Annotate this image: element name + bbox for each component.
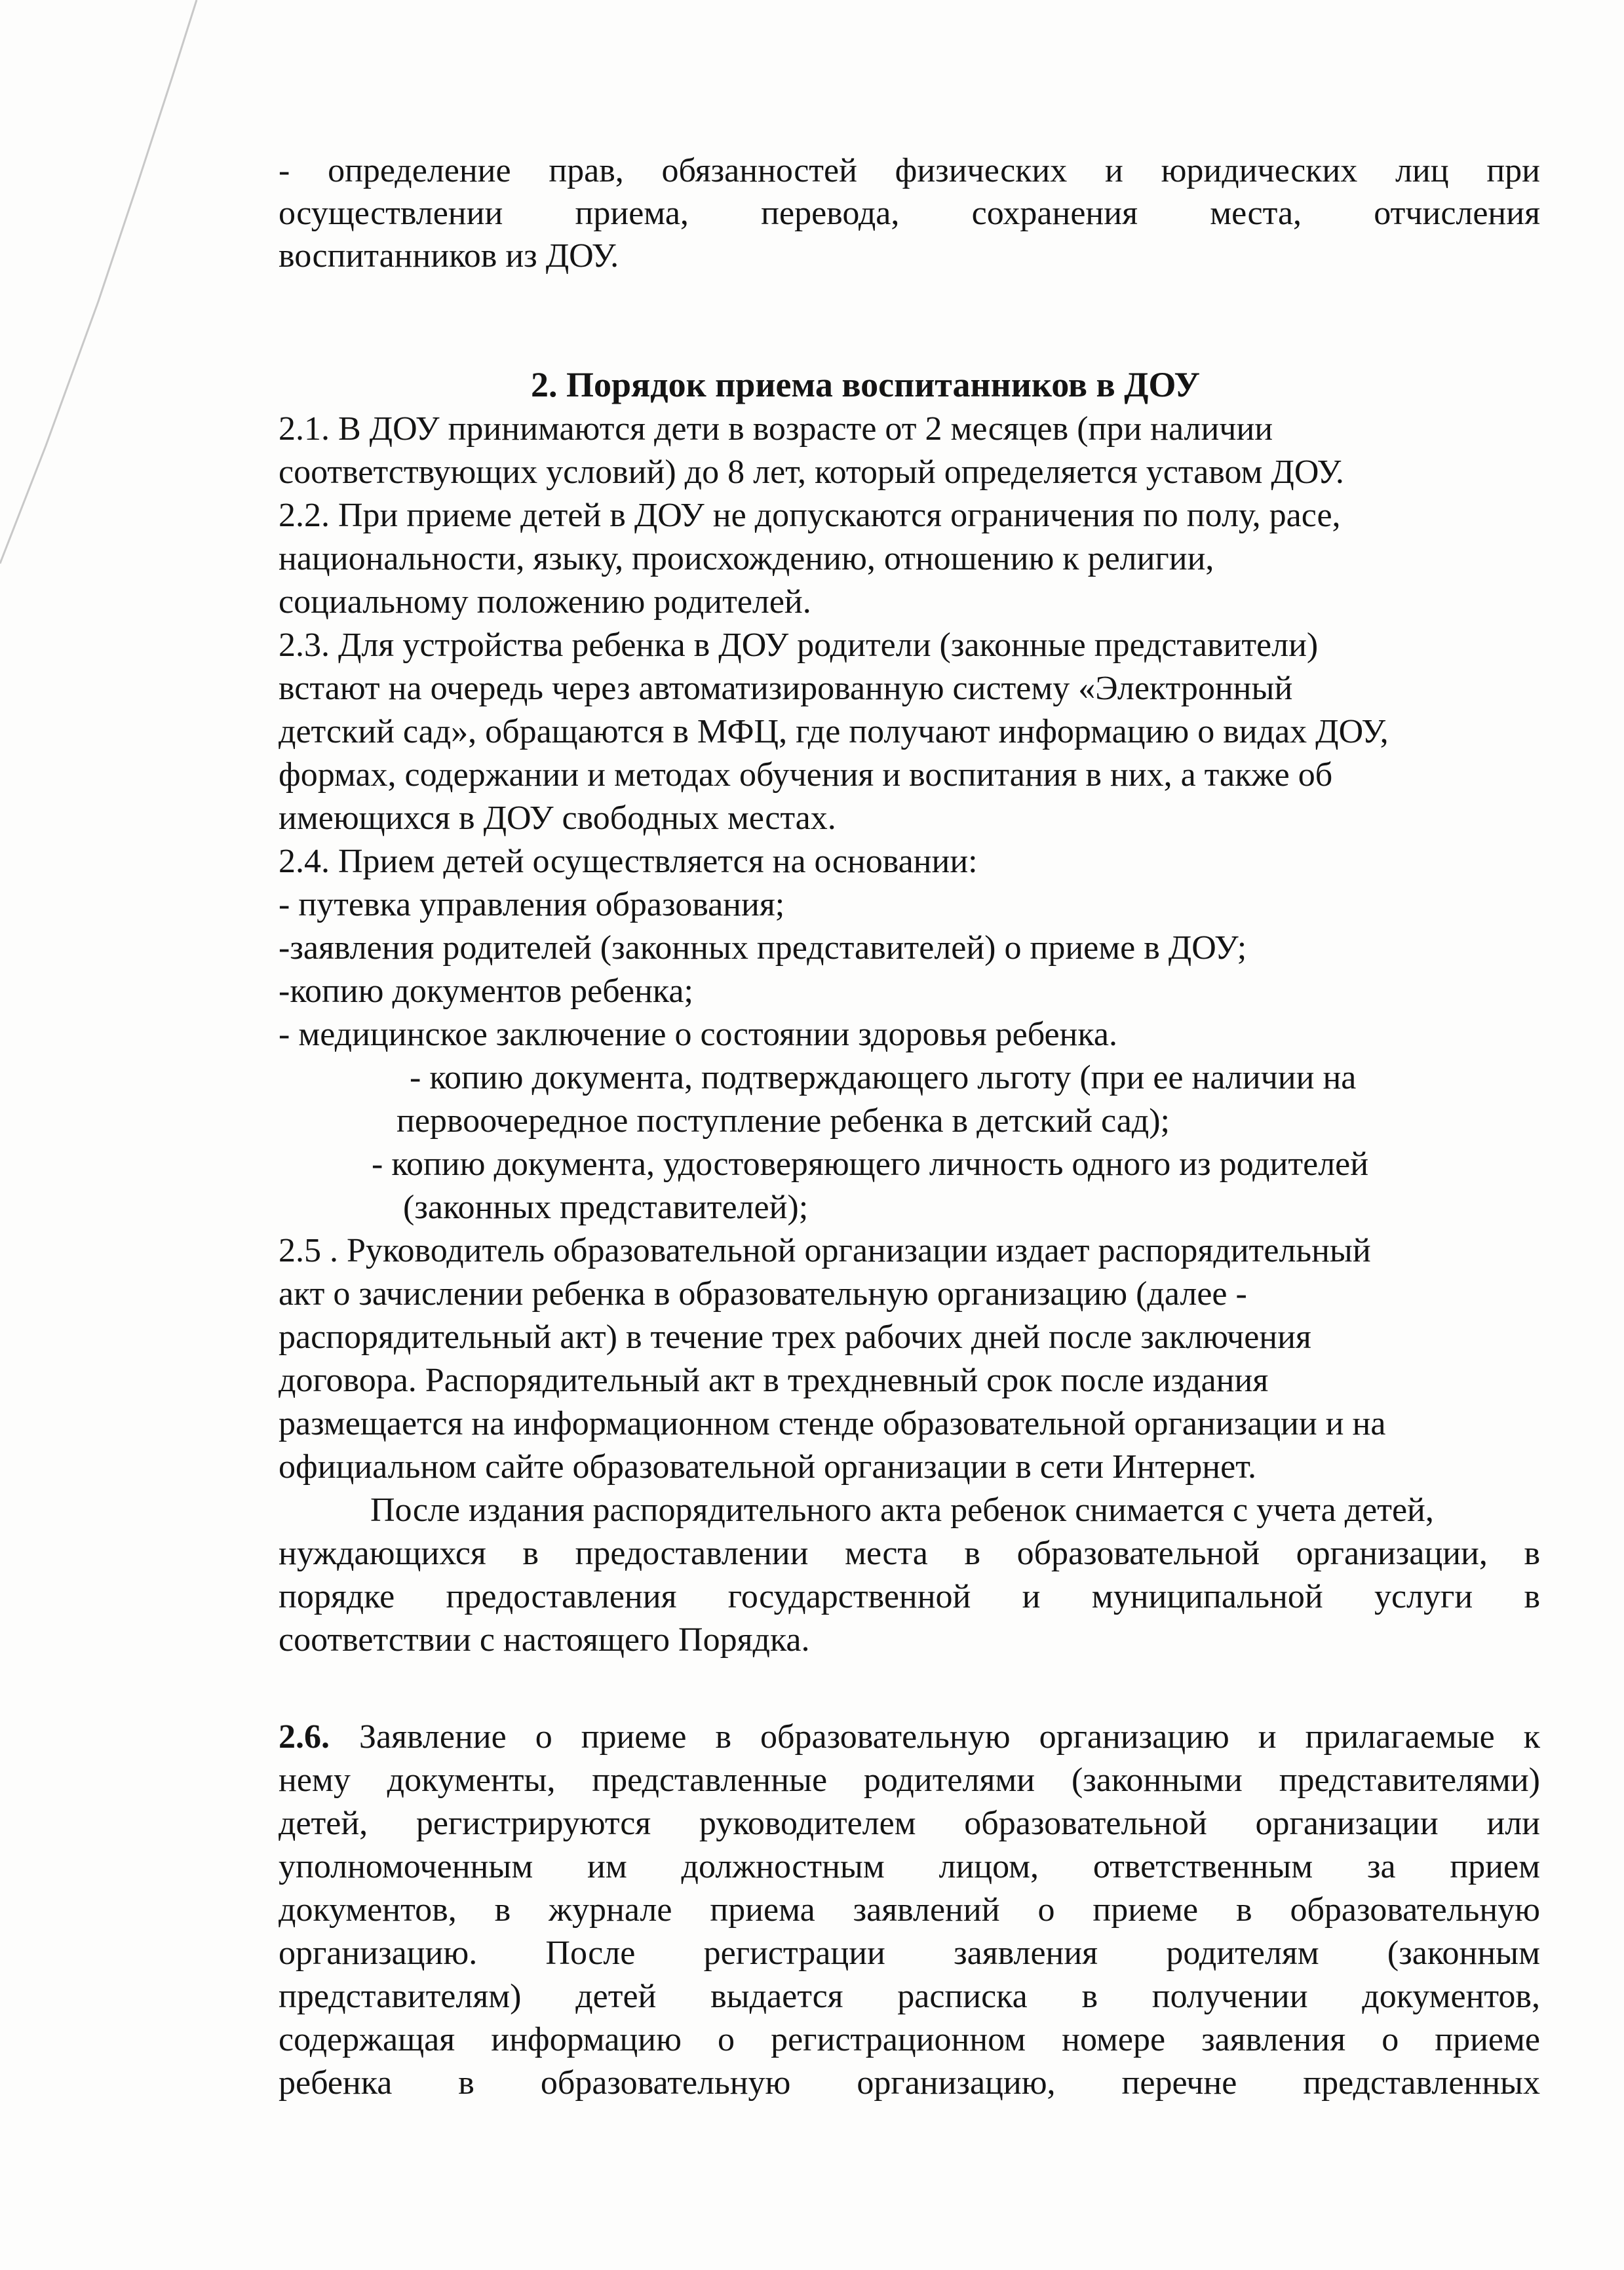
intro-line-2: осуществлении приема, перевода, сохранения места, отчисления — [279, 195, 1540, 232]
section-heading: 2. Порядок приема воспитанников в ДОУ — [531, 365, 1200, 404]
p2-4-item-3: -копию документов ребенка; — [279, 972, 693, 1010]
p2-3-line-1: 2.3. Для устройства ребенка в ДОУ родители (законные представители) — [279, 626, 1319, 664]
p2-2-line-1: 2.2. При приеме детей в ДОУ не допускаются ограничения по полу, расе, — [279, 497, 1341, 534]
p2-5-line-2: акт о зачислении ребенка в образовательную организацию (далее - — [279, 1275, 1247, 1313]
p2-3-line-2: встают на очередь через автоматизированную систему «Электронный — [279, 670, 1293, 707]
p2-2-line-3: социальному положению родителей. — [279, 583, 811, 621]
p2-5b-line-2: нуждающихся в предоставлении места в образовательной организации, в — [279, 1535, 1540, 1572]
p2-3-line-5: имеющихся в ДОУ свободных местах. — [279, 799, 836, 837]
p2-5b-line-4: соответствии с настоящего Порядка. — [279, 1621, 810, 1659]
p2-4-item-2: -заявления родителей (законных представителей) о приеме в ДОУ; — [279, 929, 1247, 967]
p2-6-line-8: содержащая информацию о регистрационном номере заявления о приеме — [279, 2021, 1540, 2058]
p2-4-item-4: - медицинское заключение о состоянии здоровья ребенка. — [279, 1016, 1117, 1053]
p2-6-line-4: уполномоченным им должностным лицом, ответственным за прием — [279, 1848, 1540, 1885]
p2-1-line-2: соответствующих условий) до 8 лет, который определяется уставом ДОУ. — [279, 453, 1344, 491]
p2-4-line-1: 2.4. Прием детей осуществляется на основании: — [279, 843, 978, 880]
p2-6-line-1: Заявление о приеме в образовательную организацию и прилагаемые к — [359, 1718, 1540, 1756]
p2-5-line-1: 2.5 . Руководитель образовательной организации издает распорядительный — [279, 1232, 1371, 1269]
intro-line-3: воспитанников из ДОУ. — [279, 237, 619, 275]
p2-3-line-3: детский сад», обращаются в МФЦ, где получают информацию о видах ДОУ, — [279, 713, 1389, 750]
intro-line-1: - определение прав, обязанностей физических и юридических лиц при — [279, 152, 1540, 189]
p2-6-line-9: ребенка в образовательную организацию, перечне представленных — [279, 2064, 1540, 2102]
p2-4-item-5-line-2: первоочередное поступление ребенка в детский сад); — [396, 1102, 1170, 1140]
p2-6-number: 2.6. — [279, 1718, 330, 1756]
p2-6-line-6: организацию. После регистрации заявления родителям (законным — [279, 1934, 1540, 1972]
p2-5-line-6: официальном сайте образовательной организации в сети Интернет. — [279, 1448, 1257, 1486]
p2-1-line-1: 2.1. В ДОУ принимаются дети в возрасте от 2 месяцев (при наличии — [279, 410, 1273, 448]
p2-6-line-7: представителям) детей выдается расписка в получении документов, — [279, 1978, 1540, 2015]
p2-3-line-4: формах, содержании и методах обучения и воспитания в них, а также об — [279, 756, 1333, 794]
p2-5-line-3: распорядительный акт) в течение трех рабочих дней после заключения — [279, 1318, 1311, 1356]
p2-4-item-1: - путевка управления образования; — [279, 886, 785, 923]
p2-4-item-6-line-1: - копию документа, удостоверяющего личность одного из родителей — [372, 1145, 1369, 1183]
p2-2-line-2: национальности, языку, происхождению, отношению к религии, — [279, 540, 1214, 577]
p2-4-item-5-line-1: - копию документа, подтверждающего льготу (при ее наличии на — [410, 1059, 1357, 1096]
p2-6-line-5: документов, в журнале приема заявлений о приеме в образовательную — [279, 1891, 1540, 1929]
p2-5-line-5: размещается на информационном стенде образовательной организации и на — [279, 1405, 1386, 1442]
p2-4-item-6-line-2: (законных представителей); — [403, 1189, 809, 1226]
p2-6-line-2: нему документы, представленные родителями (законными представителями) — [279, 1761, 1540, 1799]
p2-6-line-3: детей, регистрируются руководителем образовательной организации или — [279, 1805, 1540, 1842]
p2-5-line-4: договора. Распорядительный акт в трехдневный срок после издания — [279, 1362, 1269, 1399]
p2-5b-line-3: порядке предоставления государственной и муниципальной услуги в — [279, 1578, 1540, 1615]
p2-5b-line-1: После издания распорядительного акта ребенок снимается с учета детей, — [370, 1491, 1434, 1529]
